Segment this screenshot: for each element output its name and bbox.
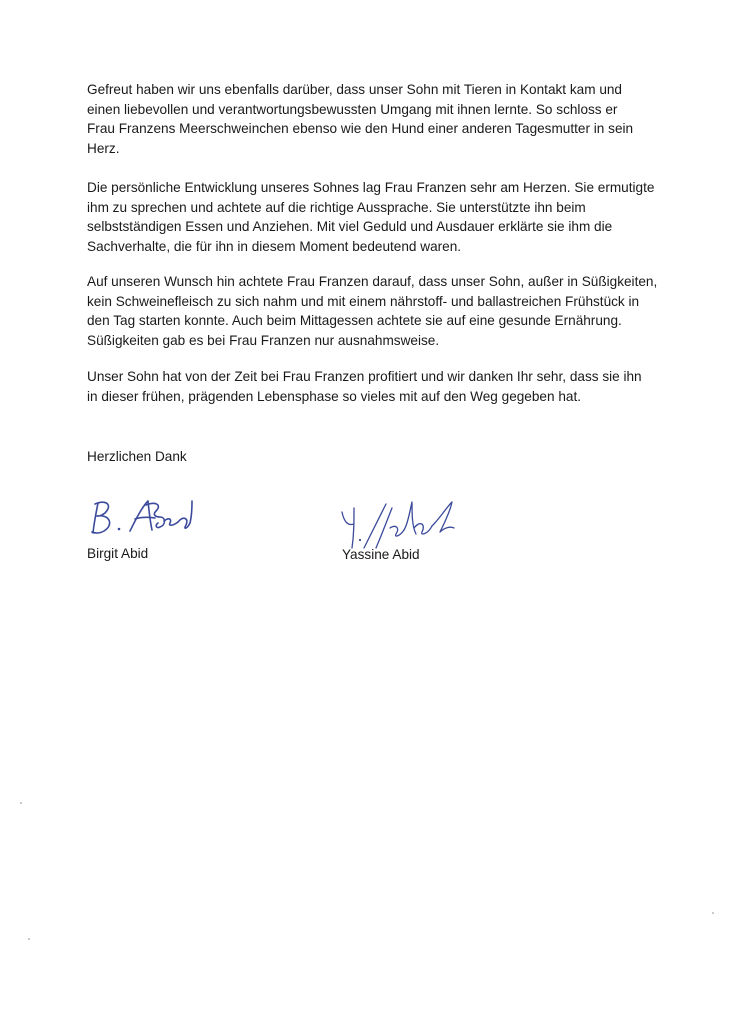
paragraph-animals xyxy=(87,80,647,158)
signature-yassine xyxy=(336,498,466,553)
text-line: Süßigkeiten gab es bei Frau Franzen nur ausnahmsweise. xyxy=(87,332,440,348)
paragraph-nutrition xyxy=(87,272,658,350)
text-line: Frau Franzens Meerschweinchen ebenso wie den Hund einer anderen Tagesmutter in sein xyxy=(87,121,634,136)
text-line: Unser Sohn hat von der Zeit bei Frau Franzen profitiert und wir danken Ihr sehr, dass sie ihn xyxy=(87,369,642,384)
text-line: Auf unseren Wunsch hin achtete Frau Franzen darauf, dass unser Sohn, außer in Süßigkeiten, xyxy=(87,274,658,289)
signature-birgit xyxy=(86,495,201,540)
paragraph-development xyxy=(87,178,655,256)
paragraph-thanks xyxy=(87,367,647,406)
scan-speck xyxy=(712,912,714,914)
scan-speck xyxy=(20,802,22,804)
text-line: Gefreut haben wir uns ebenfalls darüber, dass unser Sohn mit Tieren in Kontakt kam und xyxy=(87,82,622,97)
text-line: Herz. xyxy=(87,140,120,156)
text-line: den Tag starten konnte. Auch beim Mittagessen achtete sie auf eine gesunde Ernährung. xyxy=(87,313,622,328)
signatory-name: Birgit Abid xyxy=(87,546,149,561)
signatory-name: Yassine Abid xyxy=(342,547,420,562)
text-line: selbstständigen Essen und Anziehen. Mit viel Geduld und Ausdauer erklärte sie ihm die xyxy=(87,219,613,234)
text-line: Die persönliche Entwicklung unseres Sohnes lag Frau Franzen sehr am Herzen. Sie ermutigte xyxy=(87,180,655,195)
text-line: Sachverhalte, die für ihn in diesem Moment bedeutend waren. xyxy=(87,238,462,254)
closing-salutation: Herzlichen Dank xyxy=(87,449,187,464)
text-line: in dieser frühen, prägenden Lebensphase so vieles mit auf den Weg gegeben hat. xyxy=(87,388,582,404)
text-line: ihm zu sprechen und achtete auf die richtige Aussprache. Sie unterstützte ihn beim xyxy=(87,199,586,215)
text-line: einen liebevollen und verantwortungsbewussten Umgang mit ihnen lernte. So schloss er xyxy=(87,101,618,117)
text-line: kein Schweinefleisch zu sich nahm und mit einem nährstoff- und ballastreichen Frühstück in xyxy=(87,293,640,309)
scan-speck xyxy=(28,938,30,940)
